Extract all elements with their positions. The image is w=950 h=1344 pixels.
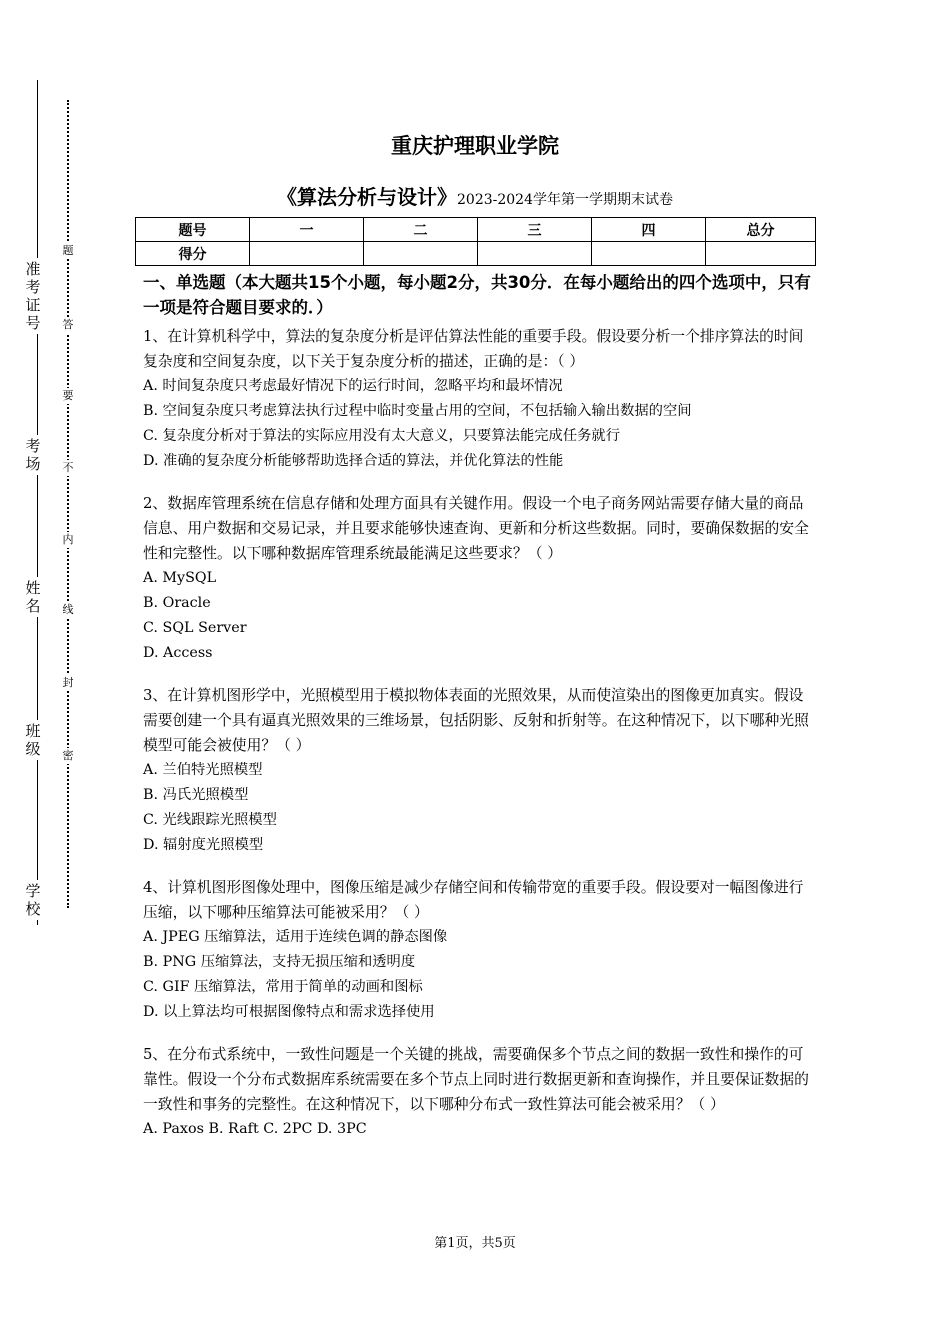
question-1 [143,324,811,474]
exam-content [143,270,811,1159]
question-5 [143,1042,811,1142]
option-a: A. JPEG 压缩算法，适用于连续色调的静态图像 [143,929,448,945]
label-ticket-number: 准考证号 [22,258,44,334]
page-footer: 第1页，共5页 [434,1236,516,1251]
question-4 [143,875,811,1025]
score-cell [706,242,816,266]
score-header-cell: 题号 [136,218,250,242]
seal-char: 密 [60,748,76,764]
option-b: B. Oracle [143,595,211,611]
label-exam-room: 考场 [22,435,44,475]
score-cell [250,242,364,266]
score-cell [364,242,478,266]
seal-char: 线 [60,602,76,618]
seal-char: 封 [60,675,76,691]
term-title: 2023-2024学年第一学期期末试卷 [457,192,673,208]
option-b: B. 空间复杂度只考虑算法执行过程中临时变量占用的空间，不包括输入输出数据的空间 [143,403,692,419]
seal-char: 不 [60,460,76,476]
option-b: B. PNG 压缩算法，支持无损压缩和透明度 [143,954,416,970]
label-class: 班级 [22,720,44,760]
section-heading: 一、单选题（本大题共15个小题，每小题2分，共30分．在每小题给出的四个选项中，只有一项是符合题目要求的．） [143,273,811,317]
seal-char: 答 [60,317,76,333]
score-cell [478,242,592,266]
option-b: B. 冯氏光照模型 [143,787,249,803]
school-title: 重庆护理职业学院 [391,134,559,158]
seal-char: 题 [60,243,76,259]
course-title: 《算法分析与设计》 [277,185,457,209]
seal-char: 内 [60,532,76,548]
option-a: A. MySQL [143,570,217,586]
score-header-cell: 总分 [706,218,816,242]
question-stem: 2、数据库管理系统在信息存储和处理方面具有关键作用。假设一个电子商务网站需要存储大量的商品信息、用户数据和交易记录，并且要求能够快速查询、更新和分析这些数据。同时，要确保数据的安全性和完整性。以下哪种数据库管理系统最能满足这些要求？（ ） [143,495,809,562]
question-3 [143,683,811,858]
option-d: D. 以上算法均可根据图像特点和需求选择使用 [143,1004,435,1020]
option-d: D. 辐射度光照模型 [143,837,264,853]
label-name: 姓名 [22,577,44,617]
option-a: A. 时间复杂度只考虑最好情况下的运行时间，忽略平均和最坏情况 [143,378,563,394]
question-2 [143,491,811,666]
score-table-score-row [136,242,816,266]
score-row-label: 得分 [136,242,250,266]
option-c: C. GIF 压缩算法，常用于简单的动画和图标 [143,979,423,995]
question-stem: 5、在分布式系统中，一致性问题是一个关键的挑战，需要确保多个节点之间的数据一致性和操作的可靠性。假设一个分布式数据库系统需要在多个节点上同时进行数据更新和查询操作，并且要保证数据的一致性和事务的完整性。在这种情况下，以下哪种分布式一致性算法可能会被采用？（ ） [143,1046,809,1113]
option-d: D. Access [143,645,213,661]
score-cell [592,242,706,266]
option-c: C. SQL Server [143,620,247,636]
option-a: A. 兰伯特光照模型 [143,762,263,778]
score-header-cell: 三 [478,218,592,242]
question-stem: 3、在计算机图形学中，光照模型用于模拟物体表面的光照效果，从而使渲染出的图像更加真实。假设需要创建一个具有逼真光照效果的三维场景，包括阴影、反射和折射等。在这种情况下，以下哪种光照模型可能会被使用？（ ） [143,687,809,754]
options-inline: A. Paxos B. Raft C. 2PC D. 3PC [143,1121,367,1137]
score-table [135,217,816,266]
score-header-cell: 四 [592,218,706,242]
binding-dotted-line [67,100,69,908]
score-table-header-row [136,218,816,242]
option-c: C. 光线跟踪光照模型 [143,812,277,828]
exam-title [0,181,950,210]
question-stem: 4、计算机图形图像处理中，图像压缩是减少存储空间和传输带宽的重要手段。假设要对一幅图像进行压缩，以下哪种压缩算法可能被采用？（ ） [143,879,804,921]
label-school: 学校 [22,880,44,920]
score-header-cell: 一 [250,218,364,242]
option-d: D. 准确的复杂度分析能够帮助选择合适的算法，并优化算法的性能 [143,453,564,469]
question-stem: 1、在计算机科学中，算法的复杂度分析是评估算法性能的重要手段。假设要分析一个排序算法的时间复杂度和空间复杂度，以下关于复杂度分析的描述，正确的是：（ ） [143,328,804,370]
seal-char: 要 [60,388,76,404]
option-c: C. 复杂度分析对于算法的实际应用没有太大意义，只要算法能完成任务就行 [143,428,621,444]
score-header-cell: 二 [364,218,478,242]
